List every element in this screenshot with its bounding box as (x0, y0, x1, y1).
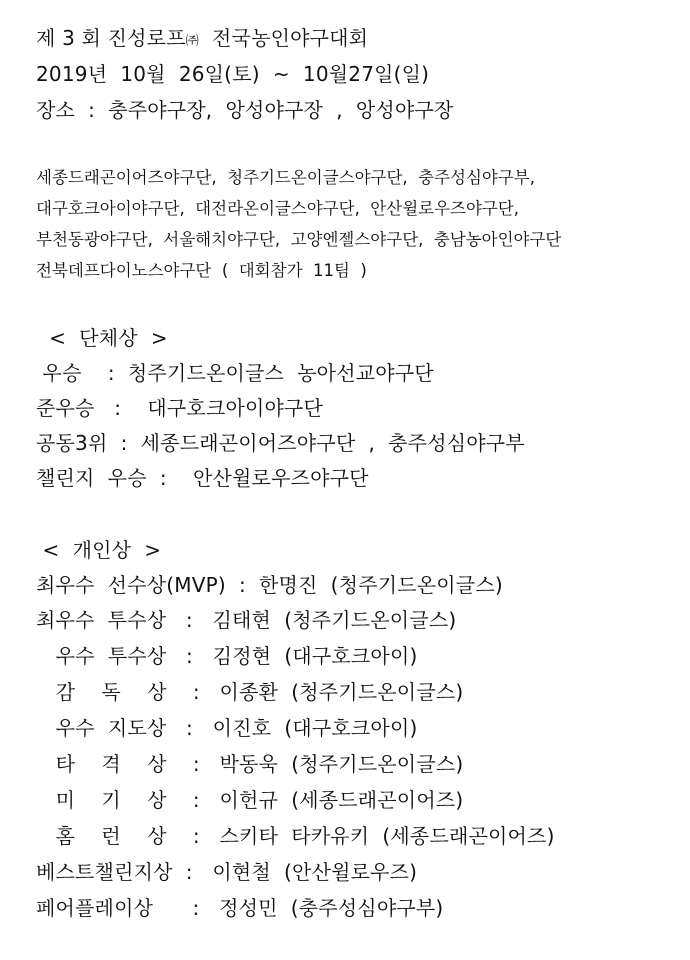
individual-award-row: 페어플레이상 : 정성민 (충주성심야구부) (36, 896, 444, 920)
individual-award-row: 베스트챌린지상 : 이현철 (안산윌로우즈) (36, 860, 418, 884)
teams-line-1: 세종드래곤이어즈야구단, 청주기드온이글스야구단, 충주성심야구부, (36, 168, 535, 187)
individual-awards-heading: < 개인상 > (36, 538, 162, 562)
team-award-row: 챌린지 우승 : 안산윌로우즈야구단 (36, 466, 369, 490)
team-award-row: 공동3위 : 세종드래곤이어즈야구단 , 충주성심야구부 (36, 431, 525, 455)
individual-award-row: 미 기 상 : 이헌규 (세종드래곤이어즈) (36, 788, 464, 812)
title-prefix: 제 3 회 진성로프 (36, 26, 186, 50)
teams-line-4: 전북데프다이노스야구단 ( 대회참가 11팀 ) (36, 261, 367, 280)
teams-line-3: 부천동광야구단, 서울해치야구단, 고양엔젤스야구단, 충남농아인야구단 (36, 230, 562, 249)
individual-award-row: 최우수 선수상(MVP) : 한명진 (청주기드온이글스) (36, 573, 503, 597)
document-title (36, 24, 368, 56)
event-venue: 장소 : 충주야구장, 앙성야구장 , 앙성야구장 (36, 98, 454, 122)
teams-line-2: 대구호크아이야구단, 대전라온이글스야구단, 안산윌로우즈야구단, (36, 199, 520, 218)
individual-award-row: 감 독 상 : 이종환 (청주기드온이글스) (36, 680, 464, 704)
individual-award-row: 우수 지도상 : 이진호 (대구호크아이) (36, 716, 418, 740)
company-mark: ㈜ (185, 34, 199, 49)
individual-award-row: 우수 투수상 : 김정현 (대구호크아이) (36, 644, 418, 668)
title-suffix: 전국농인야구대회 (198, 26, 369, 50)
individual-award-row: 최우수 투수상 : 김태현 (청주기드온이글스) (36, 608, 457, 632)
team-award-row: 준우승 : 대구호크아이야구단 (36, 396, 324, 420)
individual-award-row: 홈 런 상 : 스키타 타카유키 (세종드래곤이어즈) (36, 824, 555, 848)
event-dates: 2019년 10월 26일(토) ~ 10월27일(일) (36, 62, 430, 86)
team-awards-heading: < 단체상 > (36, 326, 168, 350)
individual-award-row: 타 격 상 : 박동욱 (청주기드온이글스) (36, 752, 464, 776)
team-award-row: 우승 : 청주기드온이글스 농아선교야구단 (36, 361, 434, 385)
